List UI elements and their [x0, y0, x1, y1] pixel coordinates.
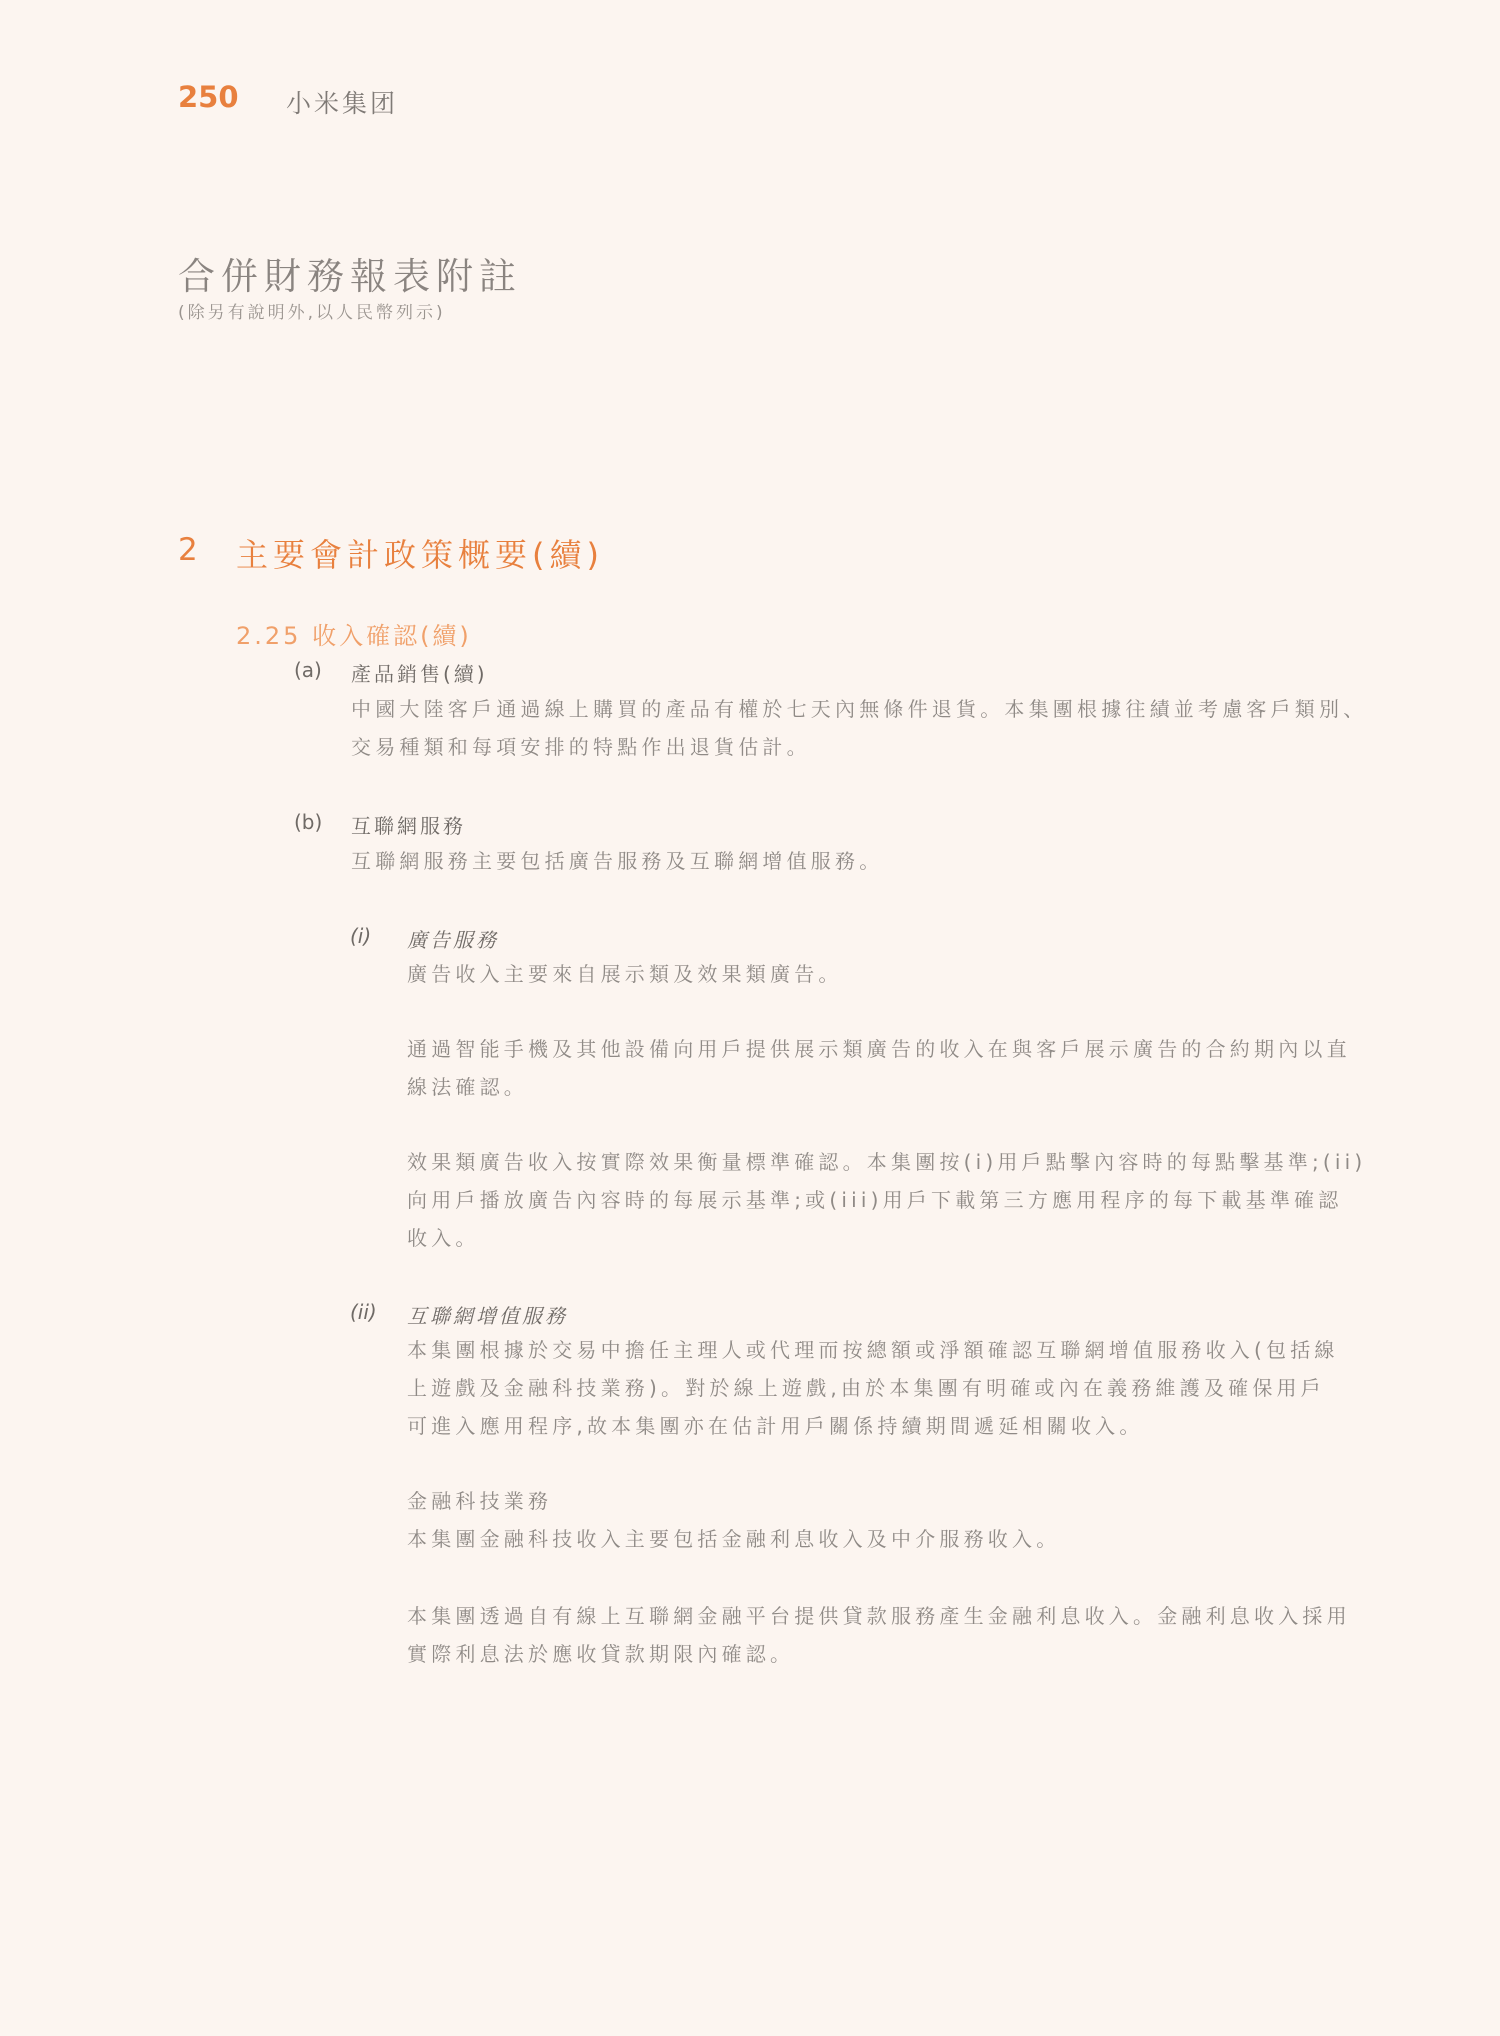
text-line: 實際利息法於應收貸款期限內確認。 — [407, 1642, 795, 1666]
sub-ii-marker: (ii) — [350, 1300, 377, 1324]
text-line: 可進入應用程序,故本集團亦在估計用戶關係持續期間遞延相關收入。 — [407, 1414, 1144, 1438]
item-b-title: 互聯網服務 — [351, 814, 466, 838]
text-line: 廣告收入主要來自展示類及效果類廣告。 — [407, 962, 843, 986]
item-a-paragraph — [351, 690, 1367, 766]
text-line: 互聯網服務主要包括廣告服務及互聯網增值服務。 — [351, 849, 884, 873]
sub-ii-paragraph-3 — [407, 1597, 1351, 1673]
sub-i-paragraph-1 — [407, 955, 843, 993]
item-a-title: 產品銷售(續) — [351, 662, 488, 686]
sub-i-marker: (i) — [350, 924, 372, 948]
text-line: 線法確認。 — [407, 1075, 528, 1099]
text-line: 中國大陸客戶通過線上購買的產品有權於七天內無條件退貨。本集團根據往績並考慮客戶類別、 — [351, 697, 1368, 721]
text-line: 效果類廣告收入按實際效果衡量標準確認。本集團按(i)用戶點擊內容時的每點擊基準;(ii) — [407, 1150, 1367, 1174]
text-line: 本集團根據於交易中擔任主理人或代理而按總額或淨額確認互聯網增值服務收入(包括線 — [407, 1338, 1339, 1362]
paragraph-heading: 金融科技業務 — [407, 1489, 553, 1513]
subsection-title: 2.25 收入確認(續) — [236, 622, 472, 650]
text-line: 交易種類和每項安排的特點作出退貨估計。 — [351, 735, 811, 759]
document-subtitle: (除另有說明外,以人民幣列示) — [178, 303, 446, 323]
section-title: 主要會計政策概要(續) — [236, 536, 604, 574]
sub-i-paragraph-3 — [407, 1143, 1366, 1257]
sub-ii-paragraph-1 — [407, 1331, 1339, 1445]
text-line: 向用戶播放廣告內容時的每展示基準;或(iii)用戶下載第三方應用程序的每下載基準確認 — [407, 1188, 1343, 1212]
sub-ii-title: 互聯網增值服務 — [407, 1304, 568, 1328]
text-line: 收入。 — [407, 1226, 480, 1250]
sub-i-paragraph-2 — [407, 1030, 1351, 1106]
text-line: 本集團金融科技收入主要包括金融利息收入及中介服務收入。 — [407, 1527, 1061, 1551]
sub-i-title: 廣告服務 — [407, 928, 499, 952]
item-b-paragraph — [351, 842, 883, 880]
section-number: 2 — [178, 532, 198, 568]
text-line: 上遊戲及金融科技業務)。對於線上遊戲,由於本集團有明確或內在義務維護及確保用戶 — [407, 1376, 1325, 1400]
item-b-marker: (b) — [294, 810, 323, 834]
text-line: 本集團透過自有線上互聯網金融平台提供貸款服務產生金融利息收入。金融利息收入採用 — [407, 1604, 1351, 1628]
company-name: 小米集团 — [286, 89, 399, 118]
item-a-marker: (a) — [294, 658, 322, 682]
sub-ii-paragraph-2 — [407, 1482, 1060, 1558]
document-title: 合併財務報表附註 — [178, 255, 522, 298]
page-number: 250 — [178, 80, 239, 114]
text-line: 通過智能手機及其他設備向用戶提供展示類廣告的收入在與客戶展示廣告的合約期內以直 — [407, 1037, 1351, 1061]
